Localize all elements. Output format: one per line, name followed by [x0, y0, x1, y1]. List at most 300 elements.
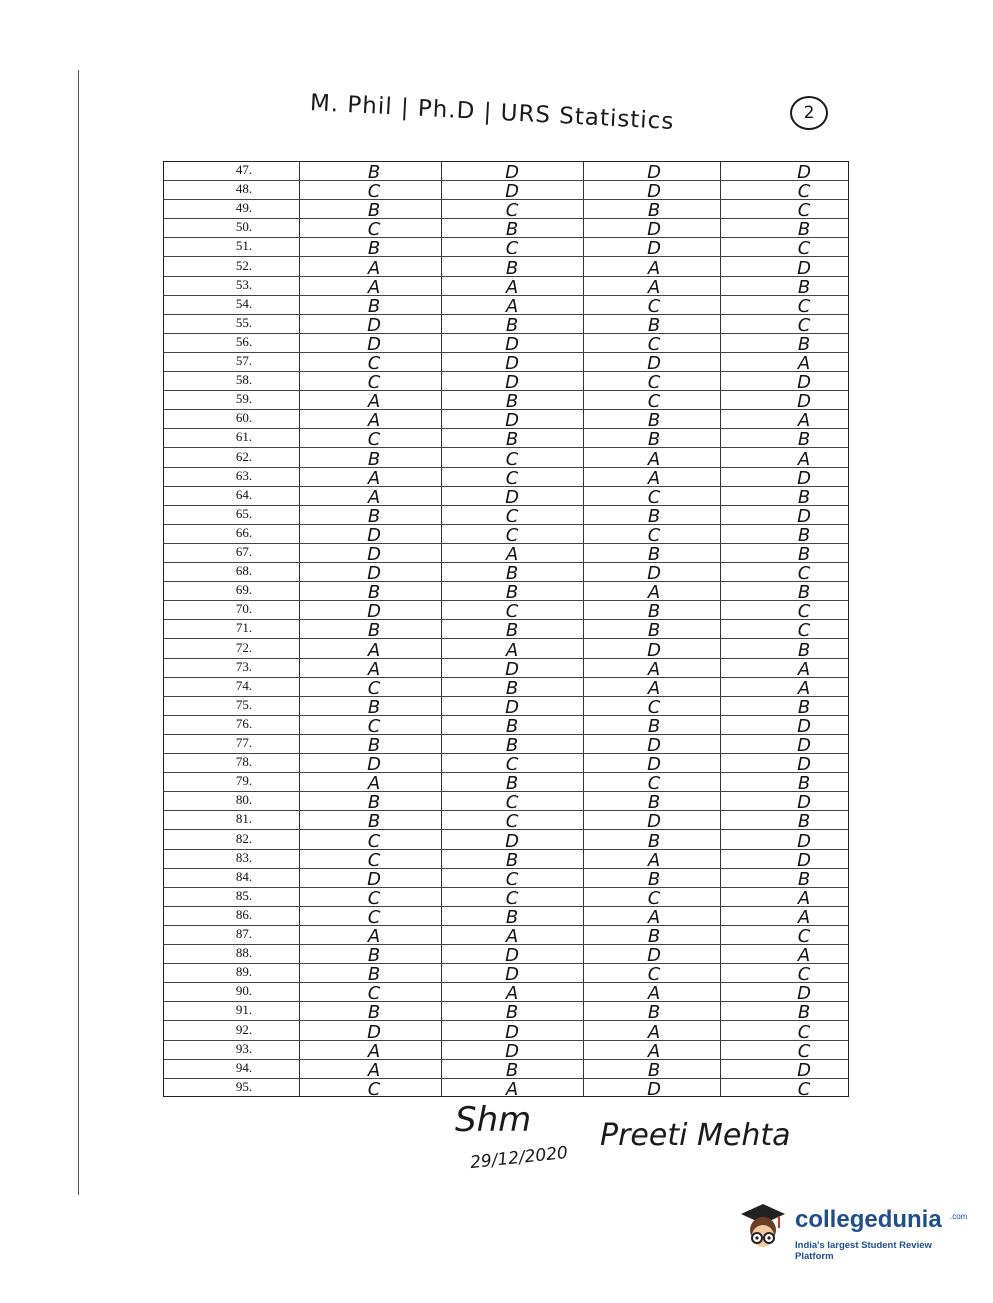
answer-cell: B — [505, 257, 519, 279]
answer-cell: B — [797, 276, 811, 298]
answer-cell: A — [647, 1040, 661, 1062]
answer-cell: D — [797, 391, 811, 413]
table-row — [164, 219, 848, 241]
table-row — [164, 506, 848, 525]
question-number: 74. — [235, 677, 253, 693]
answer-cell: B — [505, 677, 519, 699]
answer-cell: B — [647, 429, 661, 451]
answer-cell: A — [797, 448, 811, 470]
table-row — [164, 449, 848, 468]
answer-cell: A — [505, 1078, 519, 1100]
table-row — [164, 544, 848, 563]
question-number: 76. — [235, 715, 253, 731]
answer-cell: A — [367, 486, 381, 508]
table-row — [164, 831, 848, 850]
answer-cell: B — [367, 811, 381, 833]
answer-cell: B — [647, 1002, 661, 1024]
signature-second: Preeti Mehta — [600, 1118, 791, 1153]
answer-cell: B — [647, 200, 661, 222]
answer-cell: D — [505, 162, 519, 183]
answer-cell: D — [505, 830, 519, 852]
question-number: 57. — [235, 353, 253, 368]
answer-cell: B — [797, 582, 811, 604]
answer-cell: C — [797, 620, 811, 642]
table-row — [164, 926, 848, 945]
table-row — [164, 315, 848, 334]
answer-cell: D — [505, 333, 519, 355]
answer-cell: A — [647, 276, 661, 298]
page-title: M. Phil | Ph.D | URS Statistics — [309, 90, 675, 136]
answer-cell: D — [797, 715, 811, 737]
answer-cell: D — [367, 754, 381, 776]
table-row — [164, 296, 848, 315]
answer-cell: C — [367, 372, 381, 394]
answer-cell: B — [647, 505, 661, 527]
table-row — [164, 773, 848, 795]
question-number: 64. — [235, 486, 253, 502]
answer-cell: B — [367, 792, 381, 814]
answer-cell: B — [797, 868, 811, 890]
answer-cell: D — [505, 1021, 519, 1043]
answer-cell: D — [505, 696, 519, 718]
answer-cell: C — [505, 200, 519, 222]
question-number: 88. — [235, 945, 253, 961]
answer-cell: C — [797, 601, 811, 623]
answer-cell: A — [505, 544, 519, 565]
answer-cell: D — [797, 830, 811, 852]
answer-cell: B — [647, 410, 661, 432]
answer-cell: C — [797, 295, 811, 317]
table-row — [164, 697, 848, 716]
question-number: 62. — [235, 448, 253, 464]
table-row — [164, 811, 848, 833]
answer-cell: C — [797, 926, 811, 947]
answer-cell: B — [797, 773, 811, 795]
answer-cell: B — [367, 1002, 381, 1024]
answer-cell: A — [367, 410, 381, 432]
answer-cell: D — [505, 945, 519, 967]
answer-cell: B — [505, 563, 519, 585]
answer-cell: A — [367, 773, 381, 795]
answer-cell: D — [505, 1040, 519, 1062]
answer-cell: B — [647, 792, 661, 814]
table-row — [164, 659, 848, 678]
answer-cell: C — [505, 505, 519, 527]
table-row — [164, 525, 848, 544]
table-row — [164, 372, 848, 394]
table-row — [164, 563, 848, 585]
answer-cell: B — [505, 391, 519, 413]
answer-cell: D — [647, 735, 661, 756]
answer-cell: D — [367, 333, 381, 355]
answer-cell: A — [367, 926, 381, 947]
answer-cell: A — [505, 639, 519, 661]
answer-cell: A — [367, 276, 381, 298]
table-row — [164, 716, 848, 735]
answer-cell: D — [797, 735, 811, 756]
answer-cell: D — [647, 181, 661, 203]
table-row — [164, 888, 848, 907]
answer-cell: A — [647, 582, 661, 604]
question-number: 63. — [235, 467, 253, 483]
answer-cell: D — [367, 524, 381, 546]
answer-cell: D — [647, 238, 661, 260]
table-row — [164, 964, 848, 986]
answer-cell: C — [367, 353, 381, 374]
question-number: 91. — [235, 1002, 253, 1018]
question-number: 65. — [235, 505, 253, 521]
question-number: 83. — [235, 849, 253, 865]
answer-cell: A — [367, 1059, 381, 1081]
answer-cell: A — [505, 295, 519, 317]
table-row — [164, 162, 848, 181]
logo-tagline: India's largest Student Review Platform — [795, 1240, 932, 1262]
answer-cell: B — [367, 448, 381, 470]
answer-cell: C — [505, 887, 519, 909]
answer-cell: C — [797, 181, 811, 203]
answer-cell: A — [367, 1040, 381, 1062]
answer-cell: C — [647, 333, 661, 355]
answer-cell: B — [505, 314, 519, 336]
answer-key-table — [163, 161, 849, 1100]
question-number: 94. — [235, 1059, 253, 1075]
question-number: 93. — [235, 1040, 253, 1056]
question-number: 85. — [235, 887, 253, 903]
answer-cell: B — [647, 830, 661, 852]
question-number: 60. — [235, 410, 253, 426]
answer-cell: C — [647, 295, 661, 317]
answer-cell: C — [367, 1078, 381, 1100]
answer-cell: C — [647, 887, 661, 909]
answer-cell: B — [797, 544, 811, 565]
answer-cell: C — [505, 792, 519, 814]
answer-cell: A — [797, 677, 811, 699]
answer-cell: B — [797, 429, 811, 451]
answer-cell: C — [647, 391, 661, 413]
answer-cell: B — [367, 945, 381, 967]
table-row — [164, 907, 848, 926]
answer-cell: D — [647, 162, 661, 183]
answer-cell: D — [505, 353, 519, 374]
question-number: 92. — [235, 1021, 253, 1037]
question-number: 51. — [235, 238, 253, 254]
answer-cell: B — [505, 773, 519, 795]
table-row — [164, 391, 848, 413]
answer-cell: A — [647, 983, 661, 1005]
table-row — [164, 181, 848, 203]
table-row — [164, 620, 848, 642]
answer-cell: D — [505, 181, 519, 203]
answer-cell: B — [367, 582, 381, 604]
answer-cell: C — [367, 830, 381, 852]
answer-cell: B — [797, 696, 811, 718]
answer-cell: D — [505, 372, 519, 394]
question-number: 52. — [235, 257, 253, 273]
table-row — [164, 869, 848, 888]
question-number: 67. — [235, 544, 253, 559]
answer-cell: A — [367, 639, 381, 661]
question-number: 69. — [235, 582, 253, 598]
answer-cell: A — [647, 677, 661, 699]
table-row — [164, 1002, 848, 1024]
answer-cell: D — [797, 257, 811, 279]
answer-cell: A — [367, 257, 381, 279]
answer-cell: A — [797, 353, 811, 374]
table-row — [164, 410, 848, 432]
answer-cell: D — [367, 1021, 381, 1043]
answer-cell: B — [647, 620, 661, 642]
question-number: 87. — [235, 926, 253, 941]
answer-cell: D — [367, 601, 381, 623]
answer-cell: D — [797, 162, 811, 183]
table-row — [164, 945, 848, 967]
answer-cell: A — [367, 391, 381, 413]
answer-cell: C — [367, 677, 381, 699]
signature-first: Shm — [455, 1100, 532, 1140]
table-row — [164, 1022, 848, 1041]
answer-cell: D — [505, 964, 519, 986]
question-number: 81. — [235, 811, 253, 827]
table-row — [164, 258, 848, 277]
answer-cell: D — [505, 410, 519, 432]
answer-cell: D — [797, 505, 811, 527]
answer-cell: C — [505, 524, 519, 546]
table-row — [164, 1060, 848, 1079]
question-number: 95. — [235, 1078, 253, 1094]
answer-cell: C — [647, 372, 661, 394]
question-number: 47. — [235, 162, 253, 177]
question-number: 79. — [235, 773, 253, 789]
answer-cell: A — [647, 467, 661, 489]
answer-cell: C — [367, 983, 381, 1005]
answer-cell: C — [367, 181, 381, 203]
answer-cell: C — [797, 314, 811, 336]
question-number: 84. — [235, 868, 253, 884]
question-number: 70. — [235, 601, 253, 617]
answer-cell: B — [367, 162, 381, 183]
answer-cell: C — [797, 563, 811, 585]
question-number: 54. — [235, 295, 253, 311]
question-number: 61. — [235, 429, 253, 445]
answer-cell: B — [797, 333, 811, 355]
answer-cell: C — [505, 601, 519, 623]
answer-cell: D — [647, 945, 661, 967]
answer-cell: C — [647, 524, 661, 546]
answer-cell: B — [647, 1059, 661, 1081]
answer-cell: D — [367, 314, 381, 336]
answer-cell: D — [647, 563, 661, 585]
table-row — [164, 792, 848, 814]
answer-cell: A — [647, 257, 661, 279]
answer-cell: C — [505, 868, 519, 890]
table-row — [164, 582, 848, 604]
table-row — [164, 735, 848, 754]
question-number: 82. — [235, 830, 253, 846]
answer-cell: C — [505, 754, 519, 776]
question-number: 50. — [235, 219, 253, 235]
answer-cell: C — [797, 238, 811, 260]
answer-cell: A — [647, 849, 661, 871]
question-number: 71. — [235, 620, 253, 636]
table-row — [164, 238, 848, 260]
table-row — [164, 678, 848, 697]
answer-cell: B — [505, 429, 519, 451]
answer-cell: A — [367, 658, 381, 680]
answer-cell: B — [505, 735, 519, 756]
answer-cell: C — [505, 467, 519, 489]
answer-cell: D — [797, 983, 811, 1005]
answer-cell: A — [797, 410, 811, 432]
answer-cell: A — [505, 926, 519, 947]
question-number: 80. — [235, 792, 253, 808]
answer-cell: D — [797, 792, 811, 814]
table-row — [164, 1041, 848, 1060]
answer-cell: C — [797, 1021, 811, 1043]
answer-cell: D — [367, 544, 381, 565]
answer-cell: D — [647, 811, 661, 833]
answer-cell: C — [505, 238, 519, 260]
answer-cell: B — [647, 544, 661, 565]
table-row — [164, 353, 848, 372]
question-number: 72. — [235, 639, 253, 655]
answer-cell: B — [505, 1002, 519, 1024]
question-number: 58. — [235, 372, 253, 388]
question-number: 68. — [235, 563, 253, 579]
answer-cell: B — [367, 200, 381, 222]
answer-cell: B — [797, 486, 811, 508]
answer-cell: D — [367, 868, 381, 890]
answer-cell: D — [647, 639, 661, 661]
question-number: 77. — [235, 735, 253, 750]
answer-cell: B — [797, 524, 811, 546]
question-number: 55. — [235, 314, 253, 330]
answer-cell: B — [647, 314, 661, 336]
question-number: 66. — [235, 524, 253, 540]
answer-cell: A — [647, 1021, 661, 1043]
answer-cell: A — [647, 448, 661, 470]
collegedunia-logo — [735, 1200, 968, 1262]
answer-cell: C — [367, 887, 381, 909]
answer-cell: C — [367, 906, 381, 928]
table-row — [164, 754, 848, 776]
answer-cell: A — [647, 906, 661, 928]
answer-cell: B — [367, 620, 381, 642]
answer-cell: D — [367, 563, 381, 585]
answer-cell: C — [367, 429, 381, 451]
answer-cell: C — [797, 1078, 811, 1100]
question-number: 49. — [235, 200, 253, 216]
answer-cell: A — [647, 658, 661, 680]
answer-cell: B — [505, 715, 519, 737]
answer-cell: D — [505, 486, 519, 508]
answer-cell: A — [505, 276, 519, 298]
question-number: 53. — [235, 276, 253, 292]
answer-cell: A — [505, 983, 519, 1005]
answer-cell: B — [797, 1002, 811, 1024]
mascot-icon — [735, 1200, 789, 1256]
answer-cell: B — [367, 295, 381, 317]
table-row — [164, 601, 848, 623]
answer-cell: B — [505, 219, 519, 241]
question-number: 73. — [235, 658, 253, 674]
answer-cell: C — [367, 219, 381, 241]
answer-cell: B — [505, 906, 519, 928]
signature-date: 29/12/2020 — [469, 1142, 569, 1174]
page-margin-line — [78, 70, 79, 1195]
table-row — [164, 277, 848, 296]
answer-cell: D — [647, 754, 661, 776]
answer-cell: C — [505, 811, 519, 833]
answer-cell: C — [647, 696, 661, 718]
answer-cell: D — [647, 219, 661, 241]
table-row — [164, 487, 848, 506]
answer-cell: C — [647, 773, 661, 795]
answer-cell: B — [367, 964, 381, 986]
answer-cell: C — [647, 486, 661, 508]
answer-cell: B — [505, 849, 519, 871]
answer-cell: D — [797, 467, 811, 489]
table-row — [164, 850, 848, 869]
answer-cell: C — [797, 200, 811, 222]
question-number: 78. — [235, 754, 253, 770]
answer-cell: B — [647, 601, 661, 623]
answer-cell: A — [797, 906, 811, 928]
table-row — [164, 334, 848, 353]
answer-cell: A — [797, 658, 811, 680]
table-row — [164, 983, 848, 1005]
answer-cell: C — [505, 448, 519, 470]
answer-cell: A — [797, 887, 811, 909]
question-number: 90. — [235, 983, 253, 999]
question-number: 56. — [235, 333, 253, 349]
answer-cell: C — [797, 1040, 811, 1062]
answer-cell: B — [367, 735, 381, 756]
answer-cell: B — [367, 505, 381, 527]
answer-cell: C — [367, 715, 381, 737]
table-row — [164, 468, 848, 487]
answer-cell: C — [797, 964, 811, 986]
answer-cell: C — [647, 964, 661, 986]
question-number: 59. — [235, 391, 253, 407]
answer-cell: D — [797, 849, 811, 871]
answer-cell: B — [797, 639, 811, 661]
logo-brand: collegedunia — [795, 1206, 942, 1233]
answer-cell: B — [367, 696, 381, 718]
answer-cell: D — [505, 658, 519, 680]
table-row — [164, 640, 848, 659]
table-row — [164, 200, 848, 222]
question-number: 89. — [235, 964, 253, 980]
answer-cell: B — [797, 219, 811, 241]
table-row — [164, 429, 848, 451]
table-row — [164, 1079, 848, 1098]
answer-cell: B — [647, 868, 661, 890]
question-number: 48. — [235, 181, 253, 197]
logo-suffix: .com — [950, 1212, 968, 1221]
answer-cell: B — [505, 620, 519, 642]
answer-cell: B — [505, 582, 519, 604]
answer-cell: B — [647, 715, 661, 737]
answer-cell: B — [367, 238, 381, 260]
answer-cell: A — [797, 945, 811, 967]
answer-cell: B — [647, 926, 661, 947]
answer-cell: C — [367, 849, 381, 871]
answer-cell: B — [797, 811, 811, 833]
question-number: 86. — [235, 906, 253, 922]
question-number: 75. — [235, 696, 253, 712]
answer-cell: D — [797, 1059, 811, 1081]
answer-cell: B — [505, 1059, 519, 1081]
